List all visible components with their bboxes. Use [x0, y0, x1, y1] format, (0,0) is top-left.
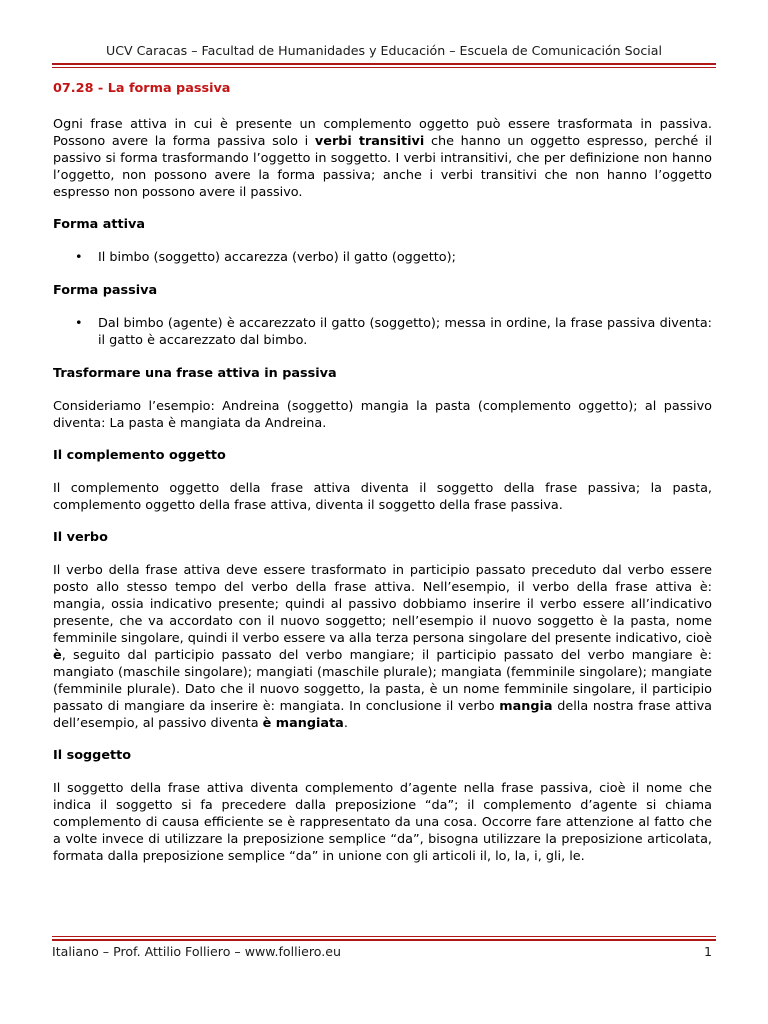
heading-forma-passiva: Forma passiva — [53, 283, 158, 298]
soggetto-paragraph: Il soggetto della frase attiva diventa complemento d’agente nella frase passiva, cioè il nome che indica il soggetto si fa precedere dalla preposizione “da”; il complemento d’agente si chiama complemento di causa efficiente se è rappresentato da una cosa. Occorre fare attenzione al fatto che a volte invece di utilizzare la preposizione semplice “da”, bisogna utilizzare la preposizione articolata, formata dalla preposizione semplice “da” in unione con gli articoli il, lo, la, i, gli, le. — [53, 781, 712, 864]
list-item — [53, 315, 712, 349]
page-footer — [52, 944, 712, 960]
verbo-text-g: . — [343, 716, 348, 731]
bullet-icon: • — [75, 316, 83, 331]
verbo-bold-e: è — [53, 648, 62, 663]
intro-bold-term: verbi transitivi — [314, 134, 425, 149]
document-body — [53, 80, 712, 880]
heading-verbo: Il verbo — [53, 530, 108, 545]
section-title: 07.28 - La forma passiva — [53, 81, 231, 96]
page-number: 1 — [703, 944, 712, 959]
complemento-paragraph: Il complemento oggetto della frase attiva diventa il soggetto della frase passiva; la pasta, complemento oggetto della frase attiva, diventa il soggetto della frase passiva. — [53, 481, 712, 513]
heading-trasformare: Trasformare una frase attiva in passiva — [53, 366, 337, 381]
intro-text-a: Ogni frase attiva in cui è presente un complemento oggetto può essere trasformata in passiva. Possono avere la forma passiva solo i — [53, 117, 712, 149]
list-item — [53, 249, 712, 266]
verbo-bold-mangia: mangia — [499, 699, 553, 714]
heading-forma-attiva: Forma attiva — [53, 217, 145, 232]
list-item-text: Dal bimbo (agente) è accarezzato il gatto (soggetto); messa in ordine, la frase passiva diventa: il gatto è accarezzato dal bimbo. — [98, 316, 712, 348]
bullet-icon: • — [75, 250, 83, 265]
verbo-paragraph — [53, 562, 712, 732]
trasformare-paragraph: Consideriamo l’esempio: Andreina (soggetto) mangia la pasta (complemento oggetto); al passivo diventa: La pasta è mangiata da Andreina. — [53, 399, 712, 431]
footer-rule-thin — [52, 936, 716, 937]
heading-complemento-oggetto: Il complemento oggetto — [53, 448, 226, 463]
header-rule-thin — [52, 67, 716, 68]
verbo-text-c: , seguito dal participio passato del verbo mangiare; il participio passato del verbo mangiare è: mangiato (maschile singolare); mangiati (maschile plurale); mangiata (femminile singolare); mangiate (femminile plurale). Dato che il nuovo soggetto, la pasta, è un nome femminile singolare, il participio passato di mangiare da inserire è: mangiata. In conclusione il verbo — [53, 648, 712, 714]
intro-paragraph — [53, 116, 712, 201]
list-item-text: Il bimbo (soggetto) accarezza (verbo) il gatto (oggetto); — [98, 250, 456, 265]
list-forma-attiva — [53, 249, 712, 266]
footer-text: Italiano – Prof. Attilio Folliero – www.folliero.eu — [52, 944, 341, 959]
verbo-text-e: della nostra frase attiva dell’esempio, al passivo diventa — [53, 699, 712, 731]
verbo-bold-e-mangiata: è mangiata — [262, 716, 344, 731]
verbo-text-a: Il verbo della frase attiva deve essere trasformato in participio passato preceduto dal verbo essere posto allo stesso tempo del verbo della frase attiva. Nell’esempio, il verbo della frase attiva è: mangia, ossia indicativo presente; quindi al passivo dobbiamo inserire il verbo essere all’indicativo presente, che va accordato con il nuovo soggetto; nell’esempio il nuovo soggetto è la pasta, nome femminile singolare, quindi il verbo essere va alla terza persona singolare del presente indicativo, cioè — [53, 563, 712, 646]
header-rule-thick — [52, 63, 716, 65]
footer-rule-thick — [52, 939, 716, 941]
heading-soggetto: Il soggetto — [53, 748, 132, 763]
page-header: UCV Caracas – Facultad de Humanidades y Educación – Escuela de Comunicación Social — [106, 43, 662, 58]
intro-text-c: che hanno un oggetto espresso, perché il passivo si forma trasformando l’oggetto in soggetto. I verbi intransitivi, che per definizione non hanno l’oggetto, non possono avere la forma passiva; anche i verbi transitivi che non hanno l’oggetto espresso non possono avere il passivo. — [53, 134, 713, 200]
list-forma-passiva — [53, 315, 712, 349]
